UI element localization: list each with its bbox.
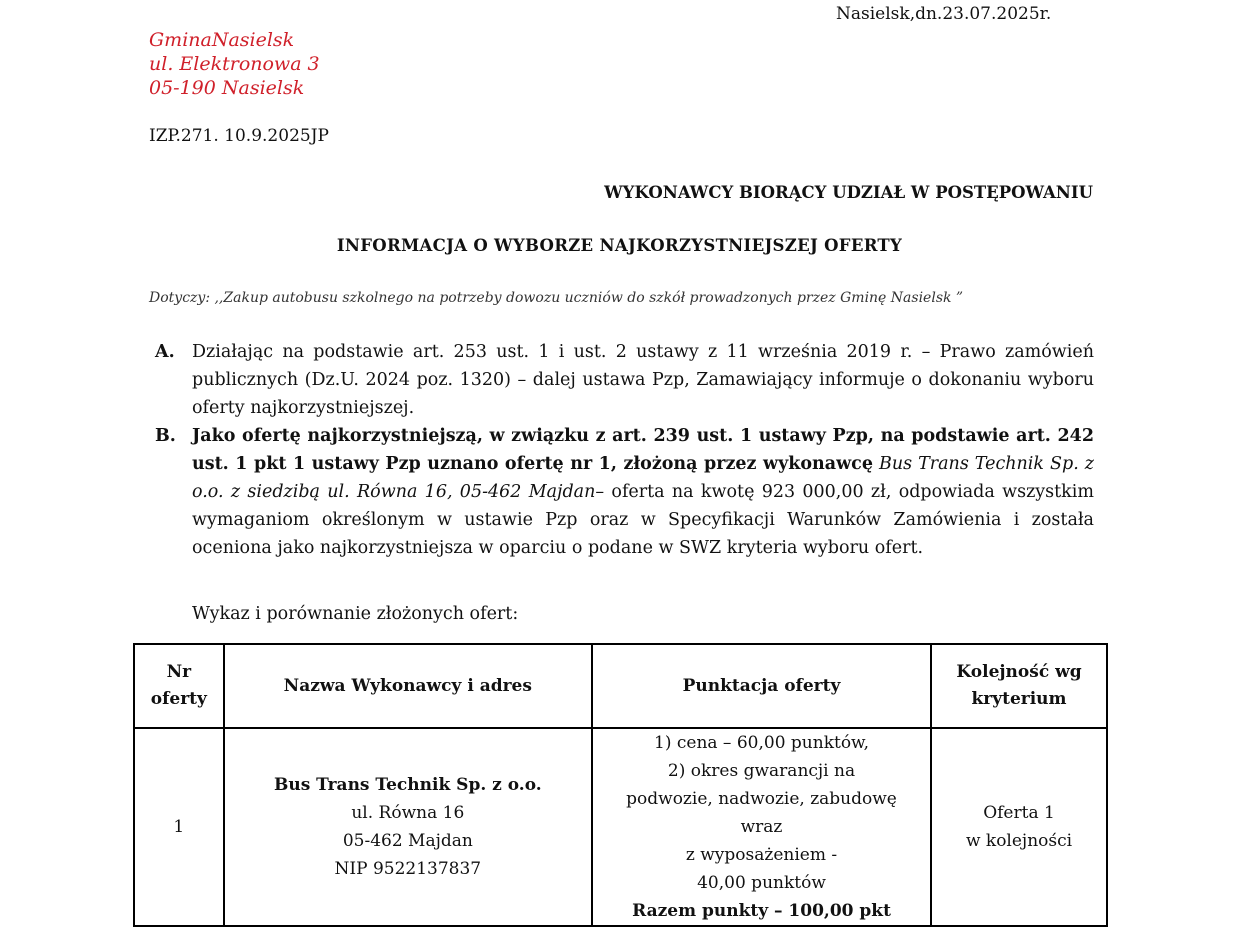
section-a-text: Działając na podstawie art. 253 ust. 1 i ust. 2 ustawy z 11 września 2019 r. – Prawo zamówień publicznych (Dz.U. 2024 poz. 1320) – dalej ustawa Pzp, Zamawiający informuje o dokonaniu wyboru oferty najkorzystniejszej.	[192, 342, 1094, 418]
cell-offer-number: 1	[134, 728, 224, 926]
section-a	[149, 338, 1094, 422]
header-offer-number-text: Nr oferty	[150, 662, 207, 709]
cell-contractor	[224, 728, 592, 926]
scoring-line: wraz	[740, 817, 783, 837]
header-contractor: Nazwa Wykonawcy i adres	[224, 644, 592, 728]
table-row	[134, 728, 1107, 926]
section-b-text	[192, 422, 1094, 562]
contractor-city: 05-462 Majdan	[342, 831, 473, 851]
document-title-text: INFORMACJA O WYBORZE NAJKORZYSTNIEJSZEJ OFERTY	[336, 236, 903, 255]
scoring-line: 1) cena – 60,00 punktów,	[654, 733, 869, 753]
scoring-total: Razem punkty – 100,00 pkt	[632, 901, 891, 921]
scoring-line: 2) okres gwarancji na	[667, 761, 856, 781]
section-b-contractor: Bus Trans Technik Sp. z o.o. z siedzibą ul. Równa 16, 05-462 Majdan	[192, 454, 1094, 502]
section-b-label: B.	[155, 426, 176, 446]
scoring-line: z wyposażeniem -	[685, 845, 838, 865]
table-header-row	[134, 644, 1107, 728]
document-title	[0, 236, 1241, 255]
sender-city: 05-190 Nasielsk	[149, 77, 305, 99]
section-b	[149, 422, 1094, 562]
header-ranking: Kolejność wg kryterium	[931, 644, 1107, 728]
cell-scoring	[592, 728, 931, 926]
section-b-rest-text: – oferta na kwotę 923 000,00 zł, odpowiada wszystkim wymaganiom określonym w ustawie Pzp oraz w Specyfikacji Warunków Zamówienia i została oceniona jako najkorzystniejsza w oparciu o podane w SWZ kryteria wyboru ofert.	[192, 482, 1094, 558]
contractor-nip: NIP 9522137837	[334, 859, 482, 879]
contractor-street: ul. Równa 16	[351, 803, 465, 823]
reference-number: IZP.271. 10.9.2025JP	[149, 126, 329, 146]
section-b-bold-text: Jako ofertę najkorzystniejszą, w związku z art. 239 ust. 1 ustawy Pzp, na podstawie art. 242 ust. 1 pkt 1 ustawy Pzp uznano ofertę nr 1, złożoną przez wykonawcę	[192, 426, 1094, 474]
scoring-line: podwozie, nadwozie, zabudowę	[626, 789, 897, 809]
ranking-line: w kolejności	[965, 831, 1073, 851]
section-a-label: A.	[155, 342, 175, 362]
contractor-name: Bus Trans Technik Sp. z o.o.	[273, 775, 542, 795]
sender-street: ul. Elektronowa 3	[149, 53, 320, 75]
ranking-line: Oferta 1	[983, 803, 1055, 823]
header-offer-number	[134, 644, 224, 728]
header-scoring: Punktacja oferty	[592, 644, 931, 728]
sender-name: GminaNasielsk	[149, 29, 295, 51]
addressee: WYKONAWCY BIORĄCY UDZIAŁ W POSTĘPOWANIU	[604, 183, 1093, 202]
subject-line: Dotyczy: ,,Zakup autobusu szkolnego na potrzeby dowozu uczniów do szkół prowadzonych przez Gminę Nasielsk ”	[149, 290, 964, 306]
offers-table	[133, 643, 1108, 927]
sender-address	[149, 28, 320, 100]
list-intro: Wykaz i porównanie złożonych ofert:	[192, 604, 519, 624]
scoring-line: 40,00 punktów	[697, 873, 826, 893]
cell-ranking	[931, 728, 1107, 926]
place-date: Nasielsk,dn.23.07.2025r.	[836, 4, 1052, 24]
